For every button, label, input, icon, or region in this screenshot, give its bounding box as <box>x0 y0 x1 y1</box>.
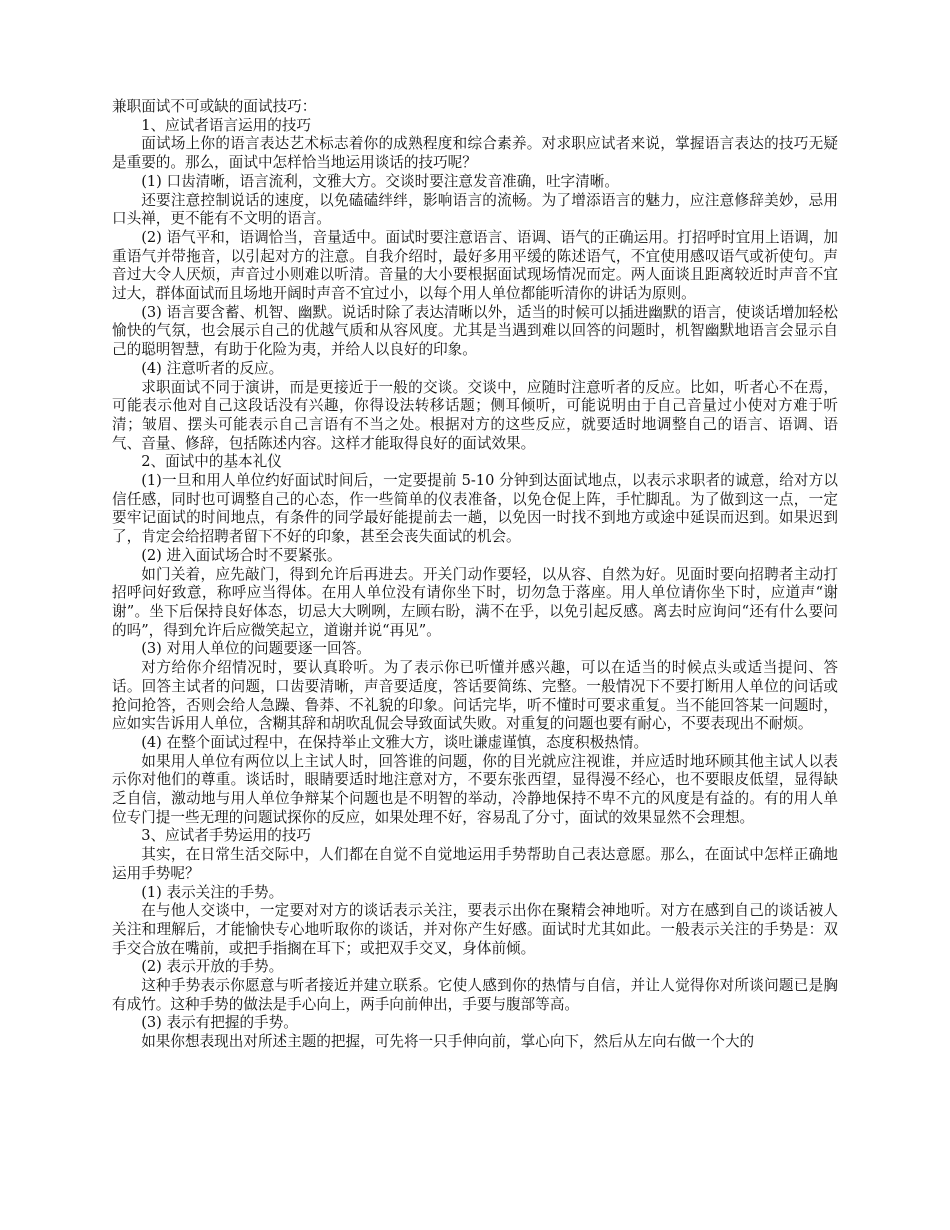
body-paragraph: 在与他人交谈中，一定要对对方的谈话表示关注，要表示出你在聚精会神地听。对方在感到自己的谈话被人关注和理解后，才能愉快专心地听取你的谈话，并对你产生好感。面试时尤其如此。一般表示关注的手势是：双手交合放在嘴前，或把手指搁在耳下；或把双手交叉，身体前倾。 <box>112 902 838 957</box>
document-title: 兼职面试不可或缺的面试技巧： <box>112 98 317 115</box>
document-page <box>112 98 838 1052</box>
subsection-heading: (2) 表示开放的手势。 <box>141 958 284 976</box>
body-paragraph: 对方给你介绍情况时，要认真聆听。为了表示你已听懂并感兴趣，可以在适当的时候点头或适当提问、答话。回答主试者的问题，口齿要清晰，声音要适度，答话要简练、完整。一般情况下不要打断用人单位的问话或抢问抢答，否则会给人急躁、鲁莽、不礼貌的印象。问话完毕，听不懂时可要求重复。当不能回答某一问题时，应如实告诉用人单位，含糊其辞和胡吹乱侃会导致面试失败。对重复的问题也要有耐心，不要表现出不耐烦。 <box>112 659 838 733</box>
body-paragraph: 还要注意控制说话的速度，以免磕磕绊绊，影响语言的流畅。为了增添语言的魅力，应注意修辞美妙，忌用口头禅，更不能有不文明的语言。 <box>112 191 838 228</box>
body-paragraph: 其实，在日常生活交际中，人们都在自觉不自觉地运用手势帮助自己表达意愿。那么，在面试中怎样正确地运用手势呢？ <box>112 846 838 882</box>
body-paragraph: 这种手势表示你愿意与听者接近并建立联系。它使人感到你的热情与自信，并让人觉得你对所谈问题已是胸有成竹。这种手势的做法是手心向上，两手向前伸出，手要与腹部等高。 <box>112 977 838 1013</box>
subsection-heading: (3) 表示有把握的手势。 <box>141 1014 298 1032</box>
subsection-heading: (1) 表示关注的手势。 <box>141 883 284 901</box>
body-paragraph: 求职面试不同于演讲，而是更接近于一般的交谈。交谈中，应随时注意听者的反应。比如，听者心不在焉，可能表示他对自己这段话没有兴趣，你得设法转移话题；侧耳倾听，可能说明由于自己音量过小使对方难于听清；皱眉、摆头可能表示自己言语有不当之处。根据对方的这些反应，就要适时地调整自己的语言、语调、语气、音量、修辞，包括陈述内容。这样才能取得良好的面试效果。 <box>112 378 838 452</box>
subsection-heading: (3) 语言要含蓄、机智、幽默。说话时除了表达清晰以外，适当的时候可以插进幽默的语言，使谈话增加轻松愉快的气氛，也会展示自己的优越气质和从容风度。尤其是当遇到难以回答的问题时，机智幽默地语言会显示自己的聪明智慧，有助于化险为夷，并给人以良好的印象。 <box>112 303 838 359</box>
subsection-heading: (4) 在整个面试过程中，在保持举止文雅大方，谈吐谦虚谨慎，态度积极热情。 <box>141 733 649 751</box>
body-paragraph: 如果用人单位有两位以上主试人时，回答谁的问题，你的目光就应注视谁，并应适时地环顾其他主试人以表示你对他们的尊重。谈话时，眼睛要适时地注意对方，不要东张西望，显得漫不经心，也不要眼皮低望，显得缺乏自信，激动地与用人单位争辩某个问题也是不明智的举动，冷静地保持不卑不亢的风度是有益的。有的用人单位专门提一些无理的问题试探你的反应，如果处理不好，容易乱了分寸，面试的效果显然不会理想。 <box>112 752 838 826</box>
subsection-heading: (1) 口齿清晰，语言流利，文雅大方。交谈时要注意发音准确，吐字清晰。 <box>141 172 619 190</box>
document-body <box>112 117 838 1052</box>
section-heading: 1、应试者语言运用的技巧 <box>141 116 312 134</box>
subsection-heading: (2) 进入面试场合时不要紧张。 <box>141 546 342 564</box>
body-paragraph: 面试场上你的语言表达艺术标志着你的成熟程度和综合素养。对求职应试者来说，掌握语言表达的技巧无疑是重要的。那么，面试中怎样恰当地运用谈话的技巧呢？ <box>112 135 838 172</box>
section-heading: 2、面试中的基本礼仪 <box>141 453 282 471</box>
subsection-heading: (1)一旦和用人单位约好面试时间后，一定要提前 5-10 分钟到达面试地点，以表示求职者的诚意，给对方以信任感，同时也可调整自己的心态，作一些简单的仪表准备，以免仓促上阵，手忙脚乱。为了做到这一点，一定要牢记面试的时间地点，有条件的同学最好能提前去一趟，以免因一时找不到地方或途中延误而迟到。如果迟到了，肯定会给招聘者留下不好的印象，甚至会丧失面试的机会。 <box>112 472 838 546</box>
subsection-heading: (4) 注意听者的反应。 <box>141 359 284 377</box>
body-paragraph: 如果你想表现出对所述主题的把握，可先将一只手伸向前，掌心向下，然后从左向右做一个大的 <box>141 1033 755 1051</box>
subsection-heading: (2) 语气平和，语调恰当，音量适中。面试时要注意语言、语调、语气的正确运用。打招呼时宜用上语调，加重语气并带拖音，以引起对方的注意。自我介绍时，最好多用平缓的陈述语气，不宜使用感叹语气或祈使句。声音过大令人厌烦，声音过小则难以听清。音量的大小要根据面试现场情况而定。两人面谈且距离较近时声音不宜过大，群体面试而且场地开阔时声音不宜过小，以每个用人单位都能听清你的讲话为原则。 <box>112 228 838 303</box>
section-heading: 3、应试者手势运用的技巧 <box>141 827 312 845</box>
subsection-heading: (3) 对用人单位的问题要逐一回答。 <box>141 640 371 658</box>
body-paragraph: 如门关着，应先敲门，得到允许后再进去。开关门动作要轻，以从容、自然为好。见面时要向招聘者主动打招呼问好致意，称呼应当得体。在用人单位没有请你坐下时，切勿急于落座。用人单位请你坐下时，应道声“谢谢”。坐下后保持良好体态，切忌大大咧咧，左顾右盼，满不在乎，以免引起反感。离去时应询问“还有什么要问的吗”，得到允许后应微笑起立，道谢并说“再见”。 <box>112 565 838 639</box>
